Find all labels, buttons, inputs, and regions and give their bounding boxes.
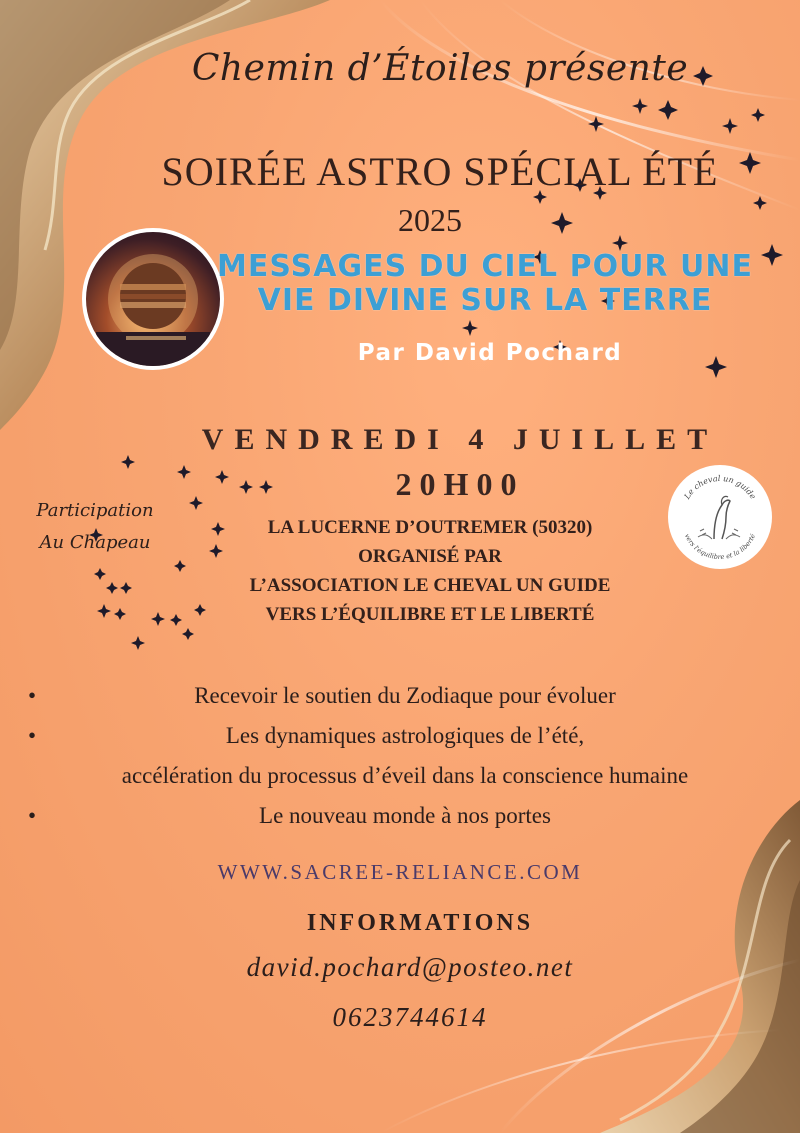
topics-list bbox=[20, 676, 790, 836]
participation-note bbox=[10, 495, 180, 559]
event-date: VENDREDI 4 JUILLET bbox=[201, 423, 719, 456]
logo-text-bottom: vers l'équilibre et la liberté bbox=[682, 532, 758, 562]
list-item bbox=[20, 796, 790, 836]
list-item-text: Le nouveau monde à nos portes bbox=[259, 803, 551, 828]
list-item-text: Recevoir le soutien du Zodiaque pour évoluer bbox=[194, 683, 616, 708]
participation-line-1: Participation bbox=[36, 500, 154, 521]
list-item bbox=[20, 716, 790, 756]
bullet-marker: • bbox=[28, 803, 37, 828]
contact-email[interactable]: david.pochard@posteo.net bbox=[246, 952, 574, 982]
list-item-text: accélération du processus d’éveil dans la conscience humaine bbox=[121, 763, 689, 788]
svg-text:Le cheval un guide bbox=[682, 474, 758, 502]
venue-line-2: ORGANISÉ PAR bbox=[358, 546, 502, 567]
event-time: 20H00 bbox=[395, 466, 525, 502]
list-item-text: Les dynamiques astrologiques de l’été, bbox=[225, 723, 585, 748]
subtitle-line-1: MESSAGES DU CIEL POUR UNE bbox=[217, 249, 753, 284]
informations-heading: INFORMATIONS bbox=[306, 910, 534, 936]
venue-line-3: L’ASSOCIATION LE CHEVAL UN GUIDE bbox=[249, 575, 611, 596]
website-link[interactable]: WWW.SACREE-RELIANCE.COM bbox=[217, 860, 583, 884]
association-logo bbox=[668, 465, 772, 569]
svg-text:vers l'équilibre et la liberté bbox=[683, 533, 757, 561]
venue-block bbox=[220, 513, 640, 629]
contact-phone[interactable]: 0623744614 bbox=[332, 1002, 488, 1032]
subtitle-line-2: VIE DIVINE SUR LA TERRE bbox=[257, 283, 713, 318]
bullet-marker: • bbox=[28, 683, 37, 708]
logo-text-top: Le cheval un guide bbox=[682, 473, 758, 501]
list-item bbox=[20, 676, 790, 716]
bullet-marker: • bbox=[28, 723, 37, 748]
presenter-line: Chemin d’Étoiles présente bbox=[191, 48, 689, 89]
venue-line-4: VERS L’ÉQUILIBRE ET LE LIBERTÉ bbox=[265, 604, 595, 625]
venue-line-1: LA LUCERNE D’OUTREMER (50320) bbox=[267, 517, 593, 538]
list-item-continuation bbox=[20, 756, 790, 796]
horse-icon bbox=[668, 465, 772, 569]
event-title: SOIRÉE ASTRO SPÉCIAL ÉTÉ bbox=[161, 149, 719, 194]
byline: Par David Pochard bbox=[357, 340, 623, 366]
participation-line-2: Au Chapeau bbox=[39, 532, 151, 553]
event-subtitle bbox=[150, 250, 800, 318]
event-year: 2025 bbox=[398, 202, 462, 238]
